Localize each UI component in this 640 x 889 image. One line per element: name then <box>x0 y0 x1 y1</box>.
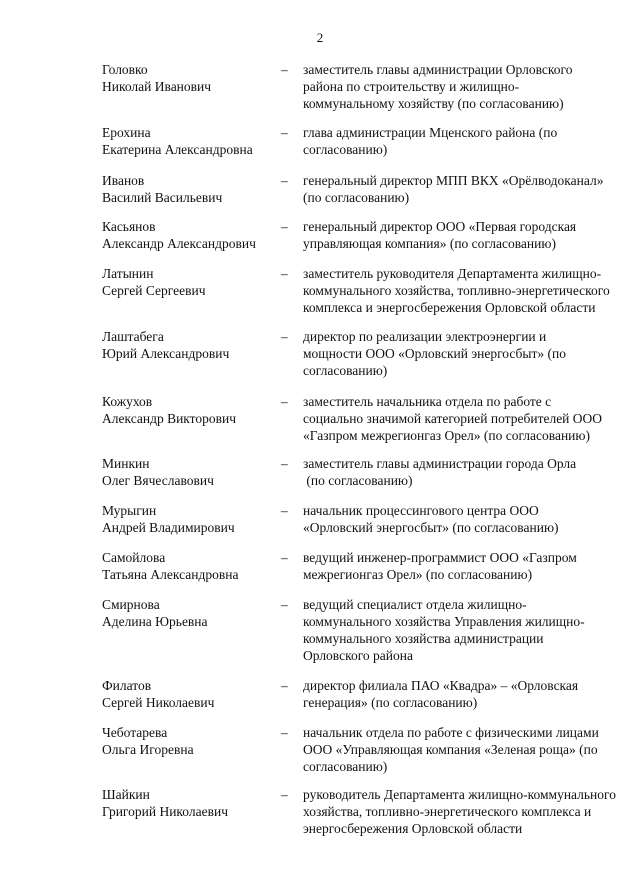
member-surname: Кожухов <box>102 394 153 409</box>
entry-dash: – <box>281 266 288 281</box>
member-name <box>102 596 277 630</box>
position-line: ведущий инженер-программист ООО «Газпром <box>303 550 577 565</box>
member-surname: Лаштабега <box>102 329 164 344</box>
member-name <box>102 328 277 362</box>
member-given-names: Николай Иванович <box>102 79 212 94</box>
member-name <box>102 502 277 536</box>
position-line: глава администрации Мценского района (по <box>303 125 558 140</box>
member-surname: Касьянов <box>102 219 156 234</box>
member-given-names: Аделина Юрьевна <box>102 614 208 629</box>
member-position <box>303 724 615 775</box>
position-line: генерация» (по согласованию) <box>303 695 478 710</box>
member-name <box>102 218 277 252</box>
position-line: коммунального хозяйства Управления жилищно- <box>303 614 585 629</box>
position-line: социально значимой категорией потребителей ООО <box>303 411 603 426</box>
position-line: начальник отдела по работе с физическими лицами <box>303 725 599 740</box>
member-name <box>102 393 277 427</box>
member-surname: Чеботарева <box>102 725 168 740</box>
position-line: хозяйства, топливно-энергетического комплекса и <box>303 804 592 819</box>
member-given-names: Сергей Николаевич <box>102 695 215 710</box>
position-line: генеральный директор МПП ВКХ «Орёлводоканал» <box>303 173 604 188</box>
member-position <box>303 328 615 379</box>
member-name <box>102 786 277 820</box>
member-surname: Минкин <box>102 456 150 471</box>
entry-dash: – <box>281 597 288 612</box>
member-position <box>303 61 615 112</box>
member-given-names: Екатерина Александровна <box>102 142 253 157</box>
member-position <box>303 124 615 158</box>
position-line: заместитель руководителя Департамента жилищно- <box>303 266 602 281</box>
member-position <box>303 786 615 837</box>
position-line: ООО «Управляющая компания «Зеленая роща» (по <box>303 742 598 757</box>
entry-dash: – <box>281 725 288 740</box>
position-line: согласованию) <box>303 759 388 774</box>
member-given-names: Олег Вячеславович <box>102 473 214 488</box>
position-line: директор филиала ПАО «Квадра» – «Орловская <box>303 678 579 693</box>
member-surname: Самойлова <box>102 550 166 565</box>
position-line: согласованию) <box>303 142 388 157</box>
entry-dash: – <box>281 456 288 471</box>
entry-dash: – <box>281 62 288 77</box>
member-name <box>102 549 277 583</box>
page-number: 2 <box>316 30 324 45</box>
member-position <box>303 455 615 489</box>
position-line: межрегионгаз Орел» (по согласованию) <box>303 567 533 582</box>
member-given-names: Андрей Владимирович <box>102 520 235 535</box>
member-surname: Головко <box>102 62 148 77</box>
entry-dash: – <box>281 787 288 802</box>
entry-dash: – <box>281 550 288 565</box>
member-name <box>102 172 277 206</box>
entry-dash: – <box>281 394 288 409</box>
entry-dash: – <box>281 678 288 693</box>
member-position <box>303 265 615 316</box>
member-surname: Мурыгин <box>102 503 157 518</box>
member-position <box>303 677 615 711</box>
position-line: коммунального хозяйства администрации <box>303 631 544 646</box>
member-surname: Шайкин <box>102 787 150 802</box>
position-line: (по согласованию) <box>303 190 410 205</box>
position-line: заместитель главы администрации города Орла <box>303 456 577 471</box>
member-surname: Филатов <box>102 678 152 693</box>
member-surname: Иванов <box>102 173 145 188</box>
member-position <box>303 502 615 536</box>
member-given-names: Юрий Александрович <box>102 346 230 361</box>
position-line: (по согласованию) <box>303 473 413 488</box>
member-position <box>303 549 615 583</box>
member-name <box>102 265 277 299</box>
position-line: заместитель начальника отдела по работе с <box>303 394 552 409</box>
member-surname: Ерохина <box>102 125 151 140</box>
position-line: мощности ООО «Орловский энергосбыт» (по <box>303 346 566 361</box>
position-line: ведущий специалист отдела жилищно- <box>303 597 527 612</box>
member-position <box>303 172 615 206</box>
member-name <box>102 677 277 711</box>
position-line: коммунального хозяйства, топливно-энергетического <box>303 283 610 298</box>
position-line: коммунальному хозяйству (по согласованию) <box>303 96 564 111</box>
entry-dash: – <box>281 503 288 518</box>
member-given-names: Ольга Игоревна <box>102 742 194 757</box>
position-line: «Газпром межрегионгаз Орел» (по согласованию) <box>303 428 590 443</box>
member-name <box>102 61 277 95</box>
entry-dash: – <box>281 125 288 140</box>
position-line: генеральный директор ООО «Первая городская <box>303 219 577 234</box>
entry-dash: – <box>281 329 288 344</box>
member-given-names: Александр Александрович <box>102 236 256 251</box>
member-given-names: Григорий Николаевич <box>102 804 228 819</box>
position-line: энергосбережения Орловской области <box>303 821 523 836</box>
member-given-names: Татьяна Александровна <box>102 567 239 582</box>
position-line: директор по реализации электроэнергии и <box>303 329 547 344</box>
position-line: согласованию) <box>303 363 388 378</box>
member-name <box>102 724 277 758</box>
member-surname: Латынин <box>102 266 154 281</box>
position-line: «Орловский энергосбыт» (по согласованию) <box>303 520 559 535</box>
member-position <box>303 393 615 444</box>
member-name <box>102 124 277 158</box>
member-surname: Смирнова <box>102 597 160 612</box>
member-given-names: Александр Викторович <box>102 411 237 426</box>
position-line: заместитель главы администрации Орловского <box>303 62 573 77</box>
position-line: района по строительству и жилищно- <box>303 79 520 94</box>
position-line: управляющая компания» (по согласованию) <box>303 236 556 251</box>
entry-dash: – <box>281 173 288 188</box>
position-line: начальник процессингового центра ООО <box>303 503 539 518</box>
member-given-names: Сергей Сергеевич <box>102 283 206 298</box>
member-position <box>303 596 615 664</box>
member-name <box>102 455 277 489</box>
position-line: комплекса и энергосбережения Орловской области <box>303 300 596 315</box>
member-position <box>303 218 615 252</box>
position-line: Орловского района <box>303 648 413 663</box>
position-line: руководитель Департамента жилищно-коммунального <box>303 787 616 802</box>
entry-dash: – <box>281 219 288 234</box>
member-given-names: Василий Васильевич <box>102 190 223 205</box>
